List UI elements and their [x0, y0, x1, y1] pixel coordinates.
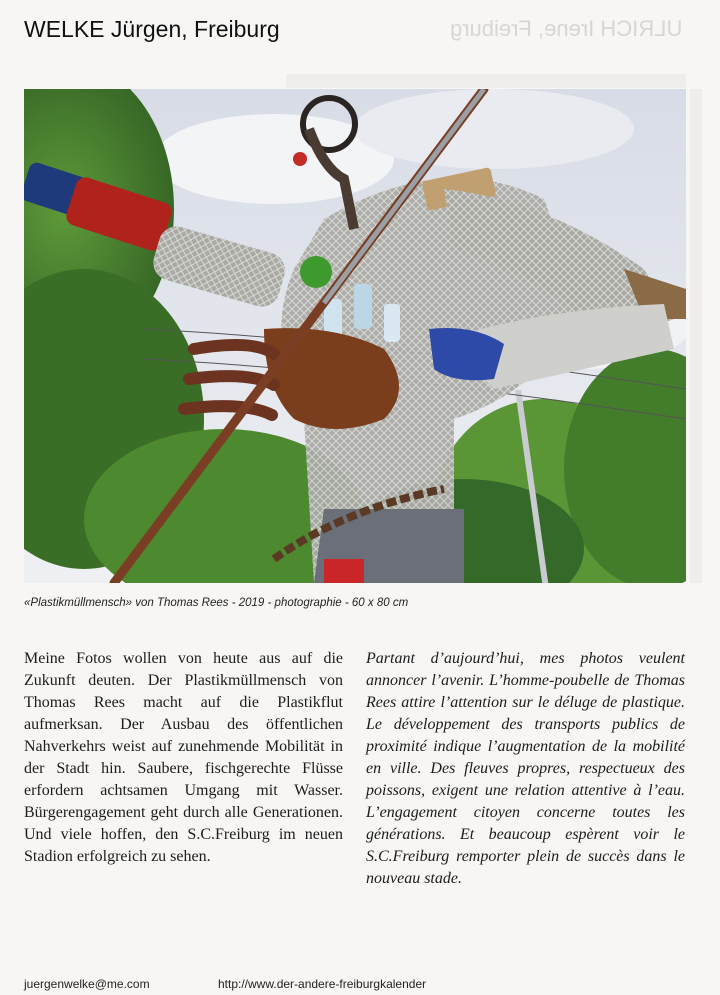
bleed-through-shadow — [286, 74, 686, 88]
french-text-column: Partant d’aujourd’hui, mes photos veulent annoncer l’avenir. L’homme-poubelle de Thomas Rees attire l’attention sur le déluge de plastique. Le développement des transports publics de proximité indique l’augmentation de la mobilité en ville. Des fleuves propres, respectueux des poissons, exigent une relation attentive à l’eau. L’engagement citoyen concerne toutes les générations. Et beaucoup espèrent voir le S.C.Freiburg remporter plein de succès dans le nouveau stade. — [366, 650, 685, 887]
page-title: WELKE Jürgen, Freiburg — [24, 16, 280, 42]
bleed-through-shadow — [690, 89, 702, 583]
footer-email[interactable]: juergenwelke@me.com — [24, 977, 150, 991]
photo-caption: «Plastikmüllmensch» von Thomas Rees - 2019 - photographie - 60 x 80 cm — [24, 597, 409, 609]
german-text-column: Meine Fotos wollen von heute aus auf die Zukunft deuten. Der Plastikmüllmensch von Thomas Rees macht auf die Plastikflut aufmerksan. Der Ausbau des öffentlichen Nahverkehrs weist auf zunehmende Mobilität in der Stadt hin. Saubere, fischgerechte Flüsse erfordern achtsamen Umgang mit Wasser. Bürgerengagement geht durch alle Generationen. Und viele hoffen, den S.C.Freiburg im neuen Stadion erfolgreich zu sehen. — [24, 650, 343, 865]
trash-man-sculpture-illustration — [24, 89, 686, 583]
sculpture-photo — [24, 89, 686, 583]
footer-url[interactable]: http://www.der-andere-freiburgkalender — [218, 977, 427, 991]
bleed-through-text: ULRICH Irene, Freiburg — [449, 16, 682, 41]
